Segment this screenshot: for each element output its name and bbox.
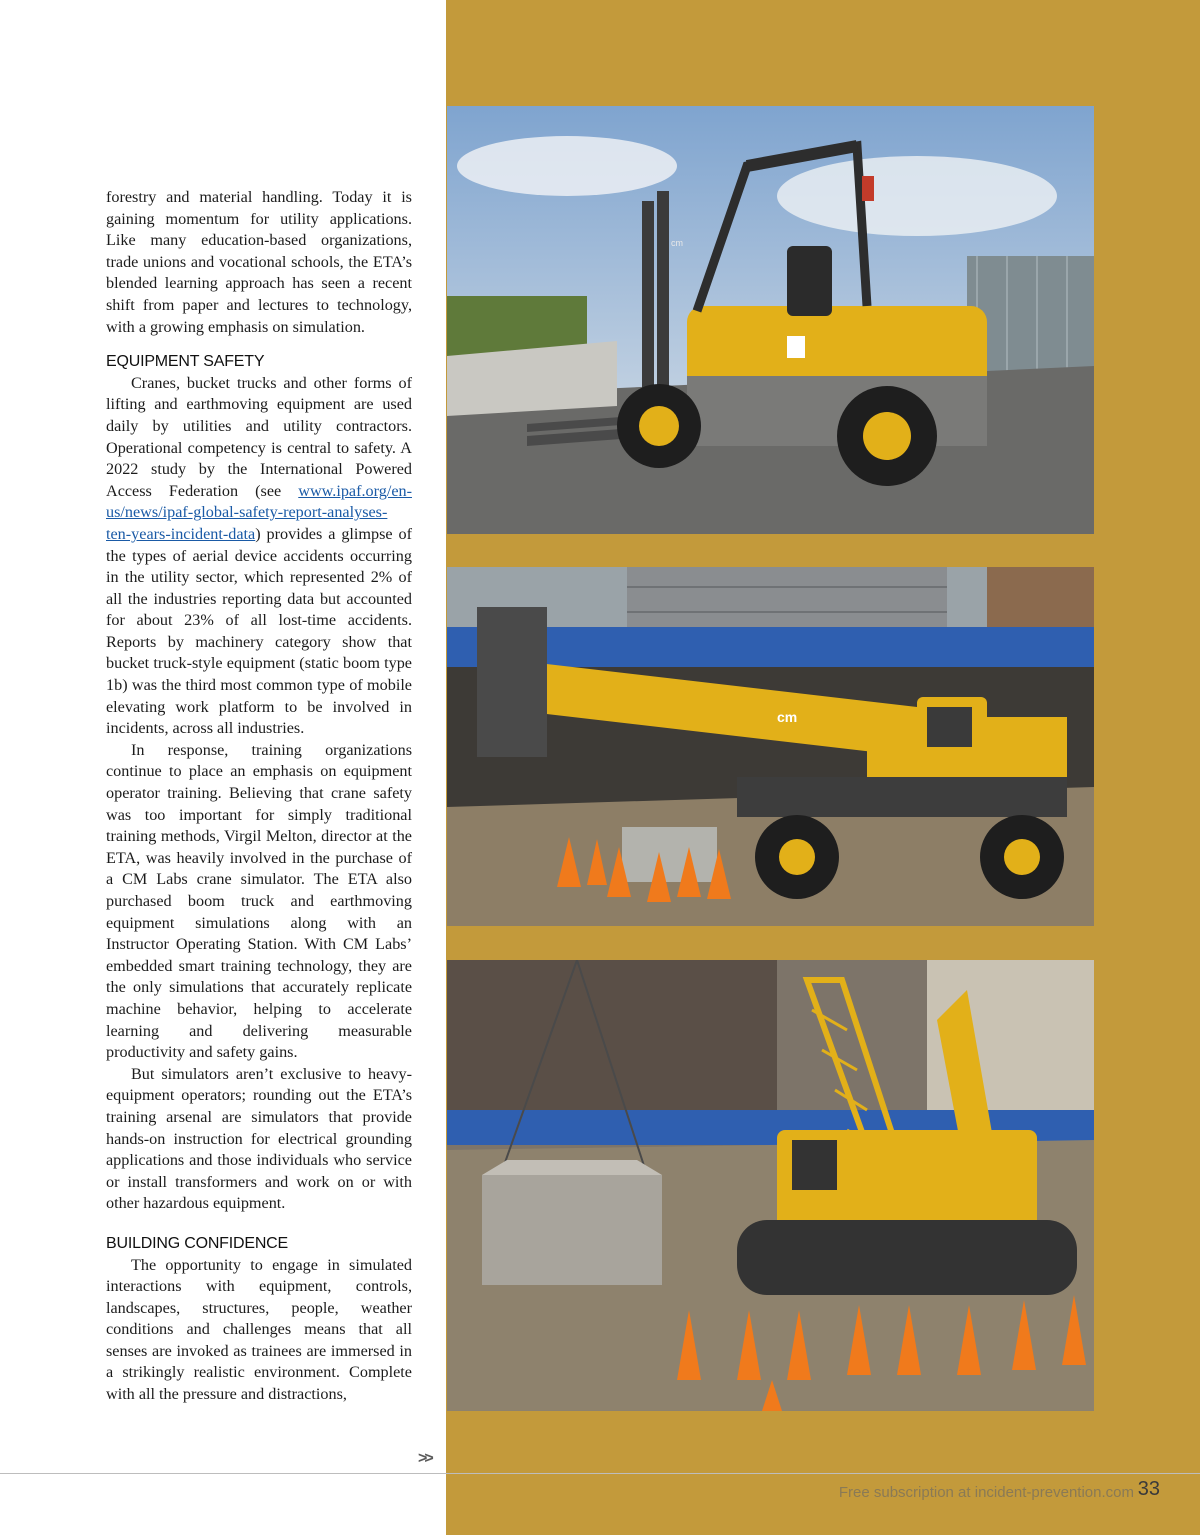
section-heading-equipment-safety: EQUIPMENT SAFETY bbox=[106, 353, 265, 371]
section-heading-building-confidence: BUILDING CONFIDENCE bbox=[106, 1234, 288, 1252]
footer-divider bbox=[0, 1473, 1200, 1474]
forklift-brand-label: cm bbox=[671, 238, 683, 248]
intro-paragraph: forestry and material handling. Today it is gaining momentum for utility applications. Like many education-based organizations, trade unions and vocational schools, the ETA’s blended learning approach has seen a recent shift from paper and lectures to technology, with a growing emphasis on simulation. bbox=[106, 188, 412, 336]
other-simulators-paragraph: But simulators aren’t exclusive to heavy-equipment operators; rounding out the ETA’s training arsenal are simulators that provide hands-on instruction for electrical grounding applications and those individuals who service or install transformers and work on or with other hazardous equipment. bbox=[106, 1064, 412, 1213]
continued-arrow: >> bbox=[418, 1450, 431, 1467]
equipment-safety-paragraph bbox=[106, 373, 412, 740]
crane-brand-label: cm bbox=[777, 709, 798, 725]
article-column bbox=[106, 187, 412, 1406]
operator-training-paragraph: In response, training organizations continue to place an emphasis on equipment operator training. Believing that crane safety was too important for simply traditional training methods, Virgil Melton, director at the ETA, was heavily involved in the purchase of a CM Labs crane simulator. The ETA also purchased boom truck and earthmoving equipment simulations along with an Instructor Operating Station. With CM Labs’ embedded smart training technology, they are the only simulations that accurately replicate machine behavior, helping to accelerate learning and delivering measurable productivity and safety gains. bbox=[106, 740, 412, 1062]
building-confidence-paragraph: The opportunity to engage in simulated interactions with equipment, controls, landscapes, structures, people, weather conditions and challenges means that all senses are invoked as trainees are immersed in a strikingly realistic environment. Complete with all the pressure and distractions, bbox=[106, 1255, 412, 1404]
paragraph-text: Cranes, bucket trucks and other forms of lifting and earthmoving equipment are used daily by utilities and utility contractors. Operational competency is central to safety. A 2022 study by the International Powered Access Federation (see bbox=[106, 373, 412, 500]
mobile-crane-simulator-photo bbox=[447, 567, 1094, 926]
forklift-simulator-photo bbox=[447, 106, 1094, 534]
ipaf-report-link[interactable]: www.ipaf.org/en-us/news/ipaf-global-safety-report-analyses-ten-years-incident-data bbox=[106, 481, 412, 543]
paragraph-text: ) provides a glimpse of the types of aerial device accidents occurring in the utility sector, which represented 2% of all the industries reporting data but accounted for about 23% of all lost-time accidents. Reports by machinery category show that bucket truck-style equipment (static boom type 1b) was the third most common type of mobile elevating work platform to be involved in incidents, across all industries. bbox=[106, 524, 412, 738]
footer-subscription-text: Free subscription at incident-prevention.com bbox=[838, 1484, 1134, 1501]
crawler-crane-simulator-photo bbox=[447, 960, 1094, 1411]
page-number: 33 bbox=[1137, 1478, 1160, 1500]
